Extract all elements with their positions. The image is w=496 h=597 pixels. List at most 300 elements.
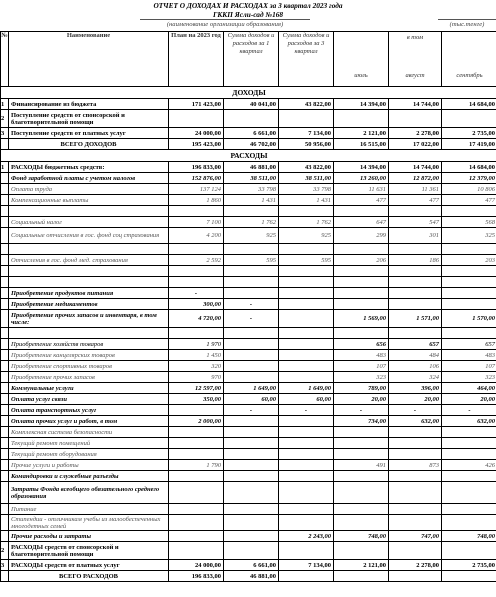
col-header-name: Наименование xyxy=(9,32,169,87)
row-q3: - xyxy=(279,405,334,416)
row-q3 xyxy=(279,438,334,449)
row-label xyxy=(9,328,169,339)
row-q1: 38 511,00 xyxy=(224,173,279,184)
table-row xyxy=(1,571,496,582)
row-august: 186 xyxy=(389,255,442,266)
row-number xyxy=(1,383,9,394)
row-september xyxy=(442,471,496,482)
row-number xyxy=(1,350,9,361)
row-q1: 925 xyxy=(224,228,279,244)
row-july: 477 xyxy=(334,195,389,206)
row-september: 10 806 xyxy=(442,184,496,195)
col-header-august xyxy=(389,32,442,87)
row-label: Отчисления в гос. фонд мед. страхования xyxy=(9,255,169,266)
row-august: 747,00 xyxy=(389,531,442,542)
row-july xyxy=(334,266,389,277)
row-plan xyxy=(169,504,224,515)
row-july: 20,00 xyxy=(334,394,389,405)
row-september xyxy=(442,438,496,449)
row-plan xyxy=(169,542,224,560)
row-q1: 1 431 xyxy=(224,195,279,206)
row-july xyxy=(334,244,389,255)
row-august xyxy=(389,571,442,582)
row-q1: 1 762 xyxy=(224,217,279,228)
row-july xyxy=(334,542,389,560)
row-label: Оплата прочих услуг и работ, в том xyxy=(9,416,169,427)
row-label: Прочие услуги и работы xyxy=(9,460,169,471)
row-august: 873 xyxy=(389,460,442,471)
row-plan xyxy=(169,515,224,531)
row-q3 xyxy=(279,515,334,531)
row-q3 xyxy=(279,372,334,383)
row-plan xyxy=(169,482,224,504)
row-number xyxy=(1,504,9,515)
row-august: 632,00 xyxy=(389,416,442,427)
row-september: 325 xyxy=(442,228,496,244)
row-july: 107 xyxy=(334,361,389,372)
row-number: 1 xyxy=(1,162,9,173)
table-row xyxy=(1,228,496,244)
header-row xyxy=(1,32,496,87)
row-plan xyxy=(169,244,224,255)
row-september: 203 xyxy=(442,255,496,266)
august-label: август xyxy=(405,72,425,79)
row-august: 14 744,00 xyxy=(389,162,442,173)
row-number xyxy=(1,277,9,288)
table-row xyxy=(1,110,496,128)
row-september xyxy=(442,206,496,217)
row-plan: 2 592 xyxy=(169,255,224,266)
row-q3 xyxy=(279,288,334,299)
row-q3 xyxy=(279,542,334,560)
row-q3: 43 822,00 xyxy=(279,99,334,110)
table-row xyxy=(1,372,496,383)
row-number xyxy=(1,266,9,277)
row-august xyxy=(389,206,442,217)
row-september xyxy=(442,542,496,560)
row-number xyxy=(1,288,9,299)
table-row xyxy=(1,184,496,195)
row-august xyxy=(389,449,442,460)
row-q1 xyxy=(224,531,279,542)
row-label: Приобретение прочих запасов xyxy=(9,372,169,383)
row-plan xyxy=(169,328,224,339)
expenses-section-title: РАСХОДЫ xyxy=(1,150,496,162)
row-q1: - xyxy=(224,405,279,416)
row-label: Финансирование из бюджета xyxy=(9,99,169,110)
row-july xyxy=(334,438,389,449)
row-july xyxy=(334,288,389,299)
row-july: 13 260,00 xyxy=(334,173,389,184)
row-number: 3 xyxy=(1,128,9,139)
row-label: Оплата транспортных услуг xyxy=(9,405,169,416)
row-label: Поступление средств от платных услуг xyxy=(9,128,169,139)
row-q3 xyxy=(279,266,334,277)
row-q3: 60,00 xyxy=(279,394,334,405)
row-label: ВСЕГО ДОХОДОВ xyxy=(9,139,169,150)
row-plan: - xyxy=(169,288,224,299)
table-row xyxy=(1,255,496,266)
row-july xyxy=(334,110,389,128)
col-header-september xyxy=(442,32,496,87)
row-september xyxy=(442,277,496,288)
row-august xyxy=(389,542,442,560)
row-september xyxy=(442,299,496,310)
row-q1: 46 881,00 xyxy=(224,571,279,582)
row-q1 xyxy=(224,277,279,288)
row-q3 xyxy=(279,350,334,361)
row-july xyxy=(334,449,389,460)
row-plan xyxy=(169,277,224,288)
row-number xyxy=(1,195,9,206)
row-label: Затраты Фонда всеобщего обязательного среднего образования xyxy=(9,482,169,504)
row-august: 2 278,00 xyxy=(389,128,442,139)
row-july xyxy=(334,571,389,582)
row-july xyxy=(334,328,389,339)
row-q1 xyxy=(224,244,279,255)
row-august: 477 xyxy=(389,195,442,206)
table-row xyxy=(1,339,496,350)
row-q3: 50 956,00 xyxy=(279,139,334,150)
row-september: 2 735,00 xyxy=(442,560,496,571)
row-number xyxy=(1,217,9,228)
table-row xyxy=(1,217,496,228)
row-number xyxy=(1,482,9,504)
row-september xyxy=(442,110,496,128)
row-label: Приобретение канцелярских товаров xyxy=(9,350,169,361)
row-label xyxy=(9,244,169,255)
row-september: 12 379,00 xyxy=(442,173,496,184)
row-q3 xyxy=(279,471,334,482)
row-september: 2 735,00 xyxy=(442,128,496,139)
row-number: 1 xyxy=(1,99,9,110)
row-q1 xyxy=(224,328,279,339)
table-row xyxy=(1,195,496,206)
row-q1: - xyxy=(224,299,279,310)
row-july: 14 394,00 xyxy=(334,99,389,110)
col-header-july xyxy=(334,32,389,87)
row-number xyxy=(1,449,9,460)
row-q1 xyxy=(224,471,279,482)
row-label: Комплексная система безопасности xyxy=(9,427,169,438)
row-plan: 12 597,00 xyxy=(169,383,224,394)
row-september xyxy=(442,571,496,582)
row-september: 748,00 xyxy=(442,531,496,542)
row-september xyxy=(442,515,496,531)
row-july xyxy=(334,299,389,310)
row-q3: 2 243,00 xyxy=(279,531,334,542)
row-q3 xyxy=(279,328,334,339)
table-row xyxy=(1,299,496,310)
row-september: 1 570,00 xyxy=(442,310,496,328)
row-september xyxy=(442,427,496,438)
row-august: 301 xyxy=(389,228,442,244)
row-q3 xyxy=(279,449,334,460)
row-label: Командировки и служебные разъезды xyxy=(9,471,169,482)
table-row xyxy=(1,350,496,361)
row-q3: 1 762 xyxy=(279,217,334,228)
row-september xyxy=(442,482,496,504)
row-q1: 33 798 xyxy=(224,184,279,195)
row-q3: 7 134,00 xyxy=(279,560,334,571)
row-q1 xyxy=(224,427,279,438)
row-q1: 46 881,00 xyxy=(224,162,279,173)
row-august: 14 744,00 xyxy=(389,99,442,110)
row-august xyxy=(389,110,442,128)
row-plan: 137 124 xyxy=(169,184,224,195)
table-row xyxy=(1,560,496,571)
row-september xyxy=(442,504,496,515)
row-q3 xyxy=(279,504,334,515)
row-label: Коммунальные услуги xyxy=(9,383,169,394)
row-number xyxy=(1,361,9,372)
row-plan: 196 833,00 xyxy=(169,571,224,582)
row-q1 xyxy=(224,438,279,449)
row-q3 xyxy=(279,206,334,217)
row-august: 396,00 xyxy=(389,383,442,394)
row-number: 3 xyxy=(1,560,9,571)
row-q1 xyxy=(224,482,279,504)
row-q1 xyxy=(224,288,279,299)
row-plan: 320 xyxy=(169,361,224,372)
group-label: в том xyxy=(406,34,424,41)
row-plan xyxy=(169,449,224,460)
row-q3 xyxy=(279,244,334,255)
row-plan: 4 200 xyxy=(169,228,224,244)
row-plan: 195 423,00 xyxy=(169,139,224,150)
row-plan: 24 000,00 xyxy=(169,128,224,139)
row-august: 2 278,00 xyxy=(389,560,442,571)
row-august xyxy=(389,299,442,310)
row-q1 xyxy=(224,361,279,372)
table-row xyxy=(1,310,496,328)
table-row xyxy=(1,277,496,288)
table-row xyxy=(1,244,496,255)
row-label: Поступление средств от спонсорской и благотворительной помощи xyxy=(9,110,169,128)
row-july: 1 569,00 xyxy=(334,310,389,328)
unit-caption: (тыс.тенге) xyxy=(438,19,496,29)
july-label: июль xyxy=(354,72,368,79)
table-row xyxy=(1,288,496,299)
row-july: 491 xyxy=(334,460,389,471)
row-number xyxy=(1,438,9,449)
row-august: 11 361 xyxy=(389,184,442,195)
row-plan: 970 xyxy=(169,372,224,383)
row-q3: 1 431 xyxy=(279,195,334,206)
row-plan xyxy=(169,206,224,217)
row-september: 20,00 xyxy=(442,394,496,405)
income-section-title: ДОХОДЫ xyxy=(1,87,496,99)
report-title: ОТЧЕТ О ДОХОДАХ И РАСХОДАХ за 3 квартал 2023 года xyxy=(153,1,343,10)
row-number xyxy=(1,206,9,217)
table-row xyxy=(1,405,496,416)
row-label xyxy=(9,206,169,217)
row-july: 656 xyxy=(334,339,389,350)
row-q3 xyxy=(279,277,334,288)
row-q3: 925 xyxy=(279,228,334,244)
row-label: Текущий ремонт помещений xyxy=(9,438,169,449)
row-september: 14 684,00 xyxy=(442,162,496,173)
row-q3: 43 822,00 xyxy=(279,162,334,173)
row-plan: 1 860 xyxy=(169,195,224,206)
row-august xyxy=(389,266,442,277)
row-august xyxy=(389,438,442,449)
row-july: 2 121,00 xyxy=(334,128,389,139)
table-row xyxy=(1,206,496,217)
row-label: Приобретение хозяйств товаров xyxy=(9,339,169,350)
row-label: Социальный налог xyxy=(9,217,169,228)
row-plan: 7 100 xyxy=(169,217,224,228)
row-q3: 1 649,00 xyxy=(279,383,334,394)
row-q3 xyxy=(279,110,334,128)
row-number xyxy=(1,310,9,328)
table-row xyxy=(1,438,496,449)
row-q1 xyxy=(224,206,279,217)
report-table xyxy=(0,31,496,582)
table-row xyxy=(1,361,496,372)
row-plan xyxy=(169,438,224,449)
row-number xyxy=(1,515,9,531)
row-september: 632,00 xyxy=(442,416,496,427)
row-plan xyxy=(169,471,224,482)
row-label: Оплата услуг связи xyxy=(9,394,169,405)
row-plan: 2 000,00 xyxy=(169,416,224,427)
table-row xyxy=(1,328,496,339)
row-plan: 4 720,00 xyxy=(169,310,224,328)
row-q3 xyxy=(279,571,334,582)
table-row xyxy=(1,394,496,405)
row-plan xyxy=(169,531,224,542)
table-row xyxy=(1,99,496,110)
row-july xyxy=(334,277,389,288)
row-august: 12 872,00 xyxy=(389,173,442,184)
table-row xyxy=(1,383,496,394)
row-plan: 1 970 xyxy=(169,339,224,350)
row-plan: 24 000,00 xyxy=(169,560,224,571)
row-plan: 350,00 xyxy=(169,394,224,405)
row-q1 xyxy=(224,266,279,277)
row-july: 789,00 xyxy=(334,383,389,394)
row-label: Социальные отчисления в гос. фонд соц страхования xyxy=(9,228,169,244)
row-label xyxy=(9,266,169,277)
row-label: Приобретение спортивных товаров xyxy=(9,361,169,372)
row-q1: 6 661,00 xyxy=(224,560,279,571)
row-number xyxy=(1,173,9,184)
col-header-plan: План на 2023 год xyxy=(169,32,224,87)
col-header-q3: Сумма доходов и расходов за 3 квартал xyxy=(279,32,334,87)
row-number xyxy=(1,139,9,150)
row-september: 477 xyxy=(442,195,496,206)
row-plan xyxy=(169,266,224,277)
row-number xyxy=(1,328,9,339)
table-row xyxy=(1,460,496,471)
row-number xyxy=(1,405,9,416)
row-august xyxy=(389,277,442,288)
row-number xyxy=(1,184,9,195)
row-july xyxy=(334,427,389,438)
row-q1 xyxy=(224,416,279,427)
organization-name: ГККП Ясли-сад №168 xyxy=(212,10,284,19)
row-august xyxy=(389,427,442,438)
row-september: 323 xyxy=(442,372,496,383)
row-august: 657 xyxy=(389,339,442,350)
table-row xyxy=(1,427,496,438)
row-number: 2 xyxy=(1,542,9,560)
row-august: 324 xyxy=(389,372,442,383)
row-q1 xyxy=(224,542,279,560)
row-label: Фонд заработной платы с учетом налогов xyxy=(9,173,169,184)
row-q1: 6 661,00 xyxy=(224,128,279,139)
col-header-num: № xyxy=(1,32,9,87)
row-july: - xyxy=(334,405,389,416)
row-august xyxy=(389,288,442,299)
row-september: 14 684,00 xyxy=(442,99,496,110)
row-label: Прочие расходы и затраты xyxy=(9,531,169,542)
row-number xyxy=(1,299,9,310)
row-q3 xyxy=(279,416,334,427)
row-september: 107 xyxy=(442,361,496,372)
row-label: Питание xyxy=(9,504,169,515)
table-row xyxy=(1,139,496,150)
row-august: 1 571,00 xyxy=(389,310,442,328)
table-row xyxy=(1,449,496,460)
row-q3: 595 xyxy=(279,255,334,266)
row-q1 xyxy=(224,372,279,383)
row-number xyxy=(1,394,9,405)
row-plan: 1 790 xyxy=(169,460,224,471)
row-number xyxy=(1,228,9,244)
row-q1 xyxy=(224,460,279,471)
row-q3 xyxy=(279,310,334,328)
row-july: 299 xyxy=(334,228,389,244)
row-number xyxy=(1,339,9,350)
row-july: 2 121,00 xyxy=(334,560,389,571)
table-row xyxy=(1,416,496,427)
row-july: 16 515,00 xyxy=(334,139,389,150)
row-plan: 196 833,00 xyxy=(169,162,224,173)
row-august xyxy=(389,471,442,482)
row-september: 568 xyxy=(442,217,496,228)
row-plan: 1 450 xyxy=(169,350,224,361)
income-section-row xyxy=(1,87,496,99)
row-q3 xyxy=(279,299,334,310)
row-plan: 300,00 xyxy=(169,299,224,310)
row-number xyxy=(1,427,9,438)
row-july xyxy=(334,206,389,217)
row-september xyxy=(442,328,496,339)
row-july: 748,00 xyxy=(334,531,389,542)
row-plan: 152 876,00 xyxy=(169,173,224,184)
row-july xyxy=(334,471,389,482)
row-label: РАСХОДЫ средств от спонсорской и благотворительной помощи xyxy=(9,542,169,560)
row-september: 657 xyxy=(442,339,496,350)
row-august: 547 xyxy=(389,217,442,228)
row-label: РАСХОДЫ бюджетных средств: xyxy=(9,162,169,173)
row-plan xyxy=(169,405,224,416)
row-q3 xyxy=(279,482,334,504)
row-number xyxy=(1,460,9,471)
row-label: Стипендии - отличникам учебы из малообеспеченных многодетных семей xyxy=(9,515,169,531)
row-july: 206 xyxy=(334,255,389,266)
row-number xyxy=(1,571,9,582)
row-plan: 171 423,00 xyxy=(169,99,224,110)
row-august xyxy=(389,515,442,531)
table-row xyxy=(1,162,496,173)
row-july: 323 xyxy=(334,372,389,383)
row-august: - xyxy=(389,405,442,416)
row-number: 2 xyxy=(1,110,9,128)
row-label: Приобретение продуктов питания xyxy=(9,288,169,299)
